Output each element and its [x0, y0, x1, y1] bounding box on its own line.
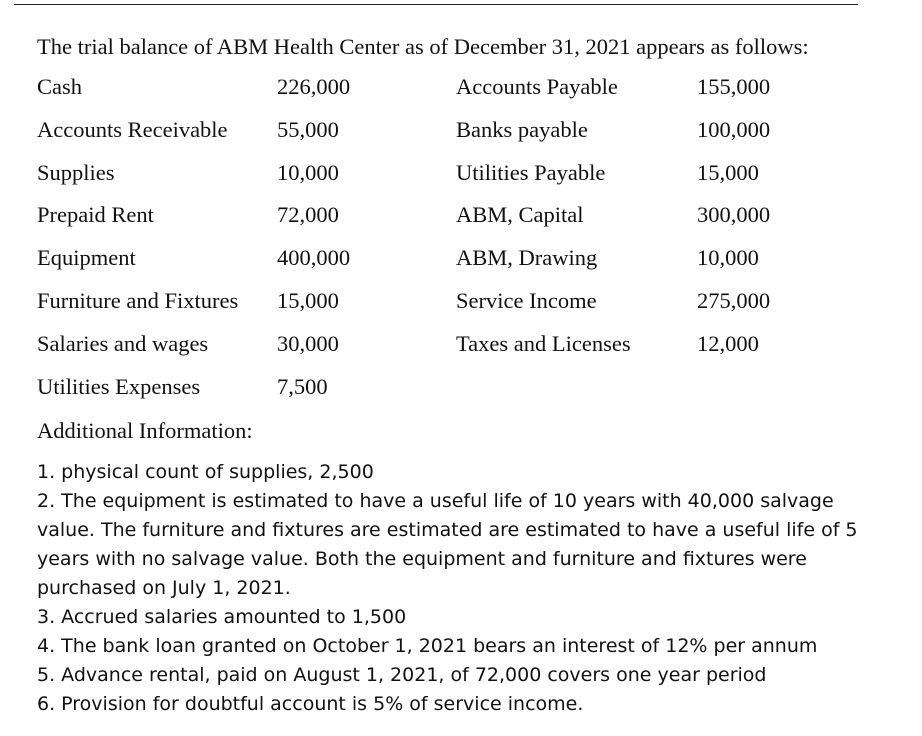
note-item: 1. physical count of supplies, 2,500: [37, 461, 374, 483]
right-account-amount: 100,000: [697, 117, 771, 142]
left-account-amount: 400,000: [277, 245, 351, 270]
left-account-amount: 7,500: [277, 374, 328, 399]
right-account-name: Accounts Payable: [456, 74, 618, 99]
left-account-amount: 226,000: [277, 74, 351, 99]
trial-balance-row: [0, 247, 922, 277]
right-account-name: Service Income: [456, 288, 597, 313]
left-account-amount: 30,000: [277, 331, 339, 356]
additional-information-list: [37, 458, 867, 719]
top-divider: [14, 4, 858, 5]
additional-information-heading: Additional Information:: [37, 418, 253, 443]
right-account-amount: 10,000: [697, 245, 759, 270]
left-account-name: Furniture and Fixtures: [37, 288, 239, 313]
left-account-name: Utilities Expenses: [37, 374, 201, 399]
trial-balance-row: [0, 204, 922, 234]
trial-balance-row: [0, 376, 922, 406]
trial-balance-row: [0, 333, 922, 363]
right-account-amount: 300,000: [697, 202, 771, 227]
note-item: 5. Advance rental, paid on August 1, 2021, of 72,000 covers one year period: [37, 664, 767, 686]
right-account-name: ABM, Drawing: [456, 245, 598, 270]
left-account-name: Cash: [37, 74, 82, 99]
right-account-name: Banks payable: [456, 117, 588, 142]
right-account-name: Utilities Payable: [456, 160, 606, 185]
left-account-name: Prepaid Rent: [37, 202, 154, 227]
left-account-amount: 55,000: [277, 117, 339, 142]
problem-intro: The trial balance of ABM Health Center as of December 31, 2021 appears as follows:: [37, 34, 809, 59]
left-account-amount: 72,000: [277, 202, 339, 227]
trial-balance-row: [0, 76, 922, 106]
right-account-amount: 15,000: [697, 160, 759, 185]
note-item: 3. Accrued salaries amounted to 1,500: [37, 606, 407, 628]
right-account-name: Taxes and Licenses: [456, 331, 631, 356]
right-account-amount: 12,000: [697, 331, 759, 356]
note-item: 4. The bank loan granted on October 1, 2021 bears an interest of 12% per annum: [37, 635, 818, 657]
trial-balance-row: [0, 290, 922, 320]
right-account-amount: 275,000: [697, 288, 771, 313]
trial-balance-row: [0, 162, 922, 192]
left-account-amount: 15,000: [277, 288, 339, 313]
left-account-name: Salaries and wages: [37, 331, 209, 356]
right-account-amount: 155,000: [697, 74, 771, 99]
left-account-amount: 10,000: [277, 160, 339, 185]
note-item: 6. Provision for doubtful account is 5% of service income.: [37, 693, 584, 715]
trial-balance-row: [0, 119, 922, 149]
right-account-name: ABM, Capital: [456, 202, 584, 227]
left-account-name: Supplies: [37, 160, 115, 185]
left-account-name: Equipment: [37, 245, 136, 270]
note-item: 2. The equipment is estimated to have a useful life of 10 years with 40,000 salvage value. The furniture and fixtures are estimated are estimated to have a useful life of 5 years with no salvage value. Both the equipment and furniture and fixtures were purchased on July 1, 2021.: [37, 490, 858, 599]
left-account-name: Accounts Receivable: [37, 117, 228, 142]
